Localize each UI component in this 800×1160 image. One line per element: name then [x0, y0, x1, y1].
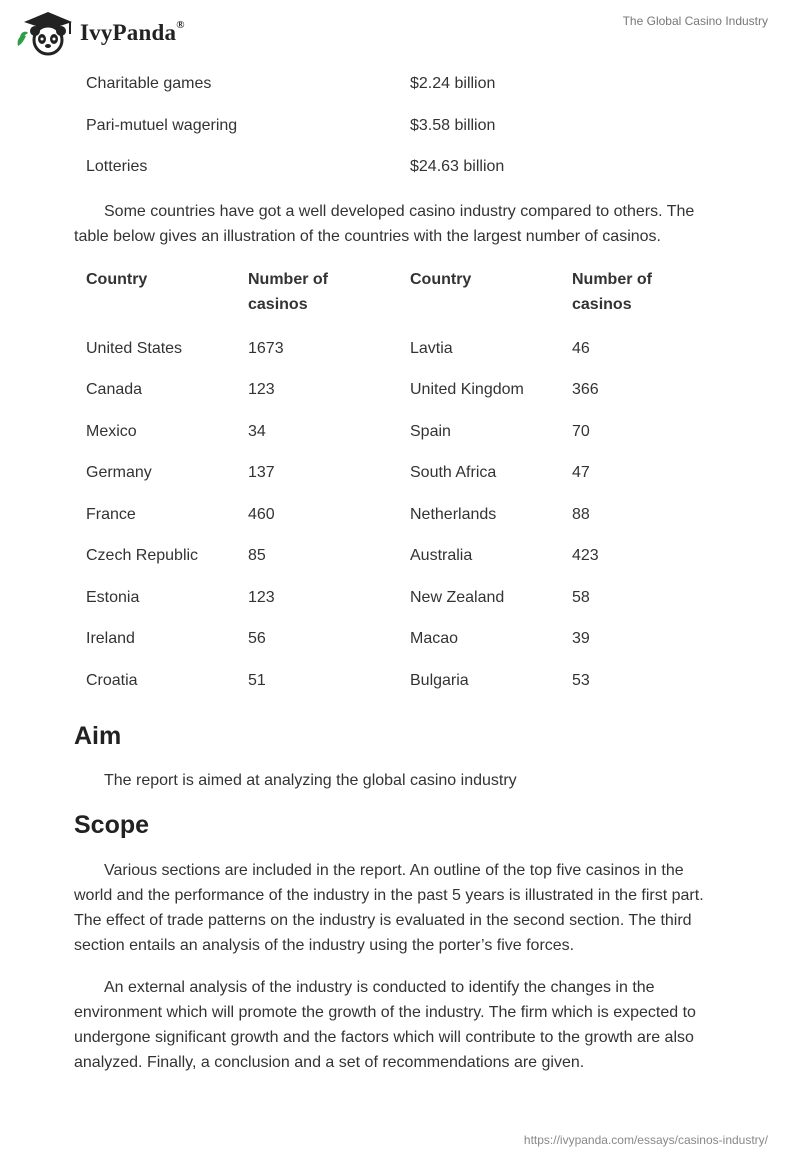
column-header: Number of casinos: [248, 270, 328, 313]
aim-paragraph: The report is aimed at analyzing the global casino industry: [104, 772, 517, 789]
table-row: [74, 582, 726, 624]
table-cell: 423: [572, 547, 599, 564]
table-cell: 366: [572, 381, 599, 398]
table-cell: 58: [572, 588, 590, 606]
table-cell: South Africa: [410, 464, 497, 481]
intro-paragraph: Some countries have got a well developed casino industry compared to others. The table below gives an illustration of the countries with the largest number of casinos.: [74, 202, 695, 245]
table-cell: Charitable games: [86, 75, 212, 92]
table-cell: 47: [572, 464, 590, 481]
table-row: [74, 416, 726, 458]
table-row: [74, 66, 726, 108]
table-row: [74, 374, 726, 416]
table-cell: Germany: [86, 464, 152, 481]
table-cell: 34: [248, 422, 266, 440]
column-header: Country: [86, 270, 148, 288]
table-cell: 53: [572, 671, 590, 689]
column-header: Country: [410, 270, 472, 288]
table-cell: Lavtia: [410, 339, 453, 357]
brand-name[interactable]: IvyPanda®: [80, 19, 185, 45]
revenue-table: [74, 66, 726, 191]
table-row: [74, 457, 726, 499]
table-cell: $2.24 billion: [410, 75, 496, 92]
table-cell: 51: [248, 671, 266, 689]
table-cell: Lotteries: [86, 158, 148, 175]
essay-content: [74, 66, 726, 1075]
table-row: [74, 108, 726, 150]
table-cell: 85: [248, 547, 266, 564]
table-cell: Mexico: [86, 422, 137, 440]
page-header: [0, 0, 800, 64]
table-row: [74, 540, 726, 582]
table-cell: $24.63 billion: [410, 158, 505, 175]
table-cell: Pari-mutuel wagering: [86, 116, 238, 134]
table-cell: 88: [572, 505, 590, 523]
table-cell: Australia: [410, 547, 473, 564]
table-row: [74, 149, 726, 191]
table-cell: New Zealand: [410, 588, 505, 606]
aim-heading: Aim: [74, 722, 122, 750]
table-cell: 1673: [248, 339, 284, 357]
table-row: [74, 665, 726, 707]
table-cell: 39: [572, 630, 590, 647]
table-cell: 123: [248, 588, 275, 606]
table-cell: Bulgaria: [410, 671, 469, 689]
table-cell: 137: [248, 464, 275, 481]
document-title: The Global Casino Industry: [622, 14, 768, 28]
table-cell: United Kingdom: [410, 381, 524, 398]
table-cell: Ireland: [86, 630, 135, 647]
scope-paragraph-2: An external analysis of the industry is conducted to identify the changes in the environment which will promote the growth of the industry. The firm which is expected to undergone significant growth and the factors which will contribute to the growth are also analyzed. Finally, a conclusion and a set of recommendations are given.: [74, 979, 696, 1071]
ivypanda-logo[interactable]: [14, 8, 78, 56]
table-cell: 123: [248, 381, 275, 398]
table-cell: Macao: [410, 630, 459, 647]
table-cell: France: [86, 505, 136, 523]
table-row: [74, 499, 726, 541]
countries-table: [74, 262, 726, 707]
table-row: [74, 333, 726, 375]
table-row: [74, 623, 726, 665]
table-cell: $3.58 billion: [410, 116, 496, 134]
table-cell: 70: [572, 422, 590, 440]
table-cell: Croatia: [86, 671, 138, 689]
table-cell: 56: [248, 630, 266, 647]
table-cell: Spain: [410, 422, 451, 440]
table-cell: Estonia: [86, 588, 140, 606]
table-cell: Canada: [86, 381, 143, 398]
source-url-link[interactable]: https://ivypanda.com/essays/casinos-industry/: [523, 1133, 768, 1147]
column-header: Number of casinos: [572, 270, 652, 313]
table-cell: 460: [248, 505, 275, 523]
panda-graduate-icon: [14, 8, 78, 56]
table-cell: United States: [86, 339, 183, 357]
scope-paragraph-1: Various sections are included in the report. An outline of the top five casinos in the world and the performance of the industry in the past 5 years is illustrated in the first part. The effect of trade patterns on the industry is evaluated in the second section. The third section entails an analysis of the industry using the porter’s five forces.: [74, 862, 704, 954]
table-header-row: [74, 262, 726, 333]
table-cell: Netherlands: [410, 505, 497, 523]
table-cell: 46: [572, 339, 590, 357]
table-cell: Czech Republic: [86, 547, 199, 564]
scope-heading: Scope: [74, 811, 150, 839]
